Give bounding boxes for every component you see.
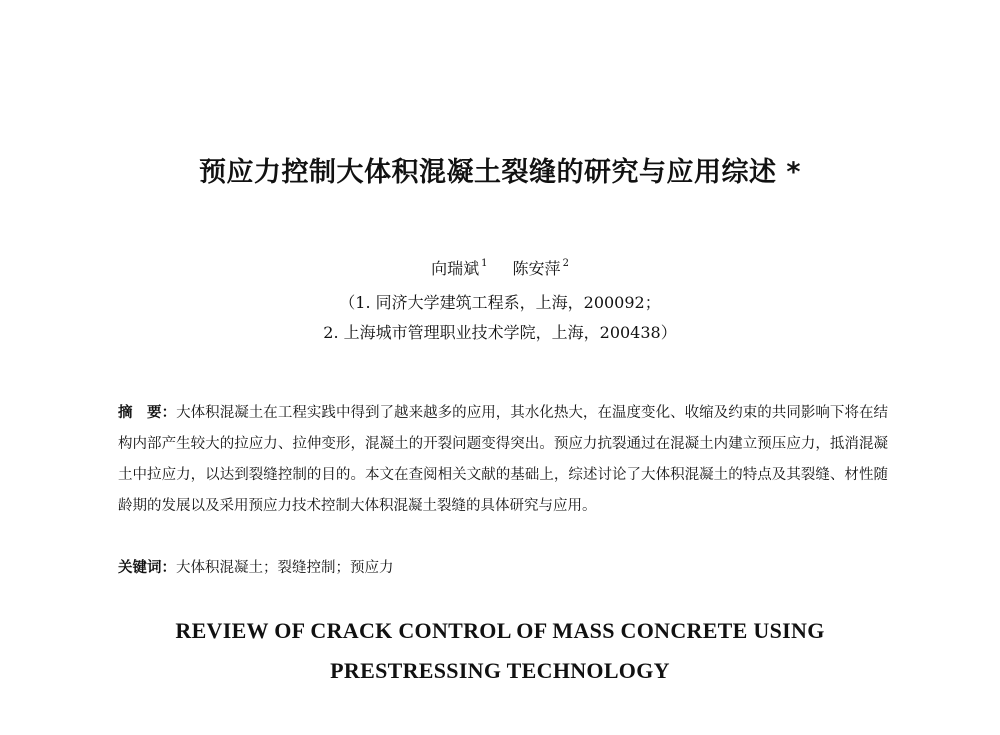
author-1 [431, 259, 487, 278]
keywords [118, 556, 888, 577]
abstract [118, 398, 888, 522]
keywords-label: 关键词： [118, 560, 176, 576]
author-name: 陈安萍 [512, 259, 561, 278]
affiliation-line-2: 2. 上海城市管理职业技术学院，上海，200438） [323, 323, 677, 342]
author-line [0, 256, 1000, 279]
abstract-text: 大体积混凝土在工程实践中得到了越来越多的应用，其水化热大，在温度变化、收缩及约束的共同影响下将在结构内部产生较大的拉应力、拉伸变形，混凝土的开裂问题变得突出。预应力抗裂通过在混凝土内建立预压应力，抵消混凝土中拉应力，以达到裂缝控制的目的。本文在查阅相关文献的基础上，综述讨论了大体积混凝土的特点及其裂缝、材性随龄期的发展以及采用预应力技术控制大体积混凝土裂缝的具体研究与应用。 [118, 405, 889, 514]
author-affiliation-mark: 1 [481, 258, 488, 269]
paper-title: 预应力控制大体积混凝土裂缝的研究与应用综述 * [198, 157, 802, 188]
author-affiliation-mark: 2 [562, 258, 569, 269]
english-title-line-1: REVIEW OF CRACK CONTROL OF MASS CONCRETE USING [175, 618, 825, 643]
keywords-text: 大体积混凝土；裂缝控制；预应力 [176, 560, 394, 576]
author-name: 向瑞斌 [431, 259, 480, 278]
affiliation-line-1: （1. 同济大学建筑工程系，上海，200092； [339, 293, 661, 312]
english-title-line-2: PRESTRESSING TECHNOLOGY [330, 658, 670, 683]
author-2 [513, 259, 569, 278]
abstract-label: 摘 要： [118, 405, 177, 421]
